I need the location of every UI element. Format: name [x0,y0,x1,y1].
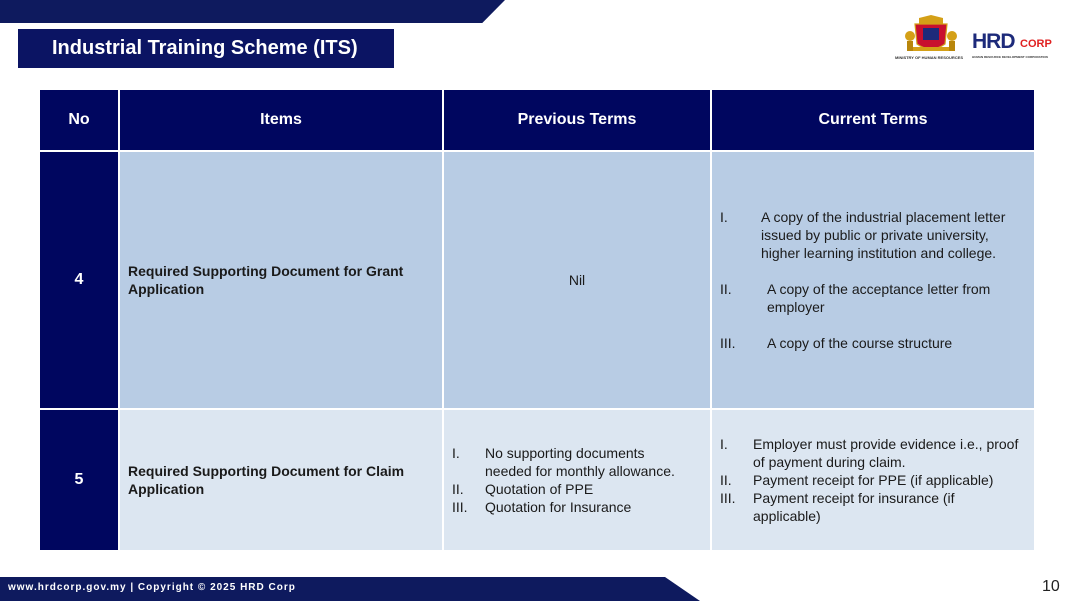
row-previous-terms [443,409,711,551]
list-item [720,471,1026,489]
list-item-text: Quotation for Insurance [485,499,632,515]
row-current-terms [711,151,1035,409]
top-accent-bar [0,0,505,23]
row-item: Required Supporting Document for Grant Application [119,151,443,409]
hrd-logo-text: HRD [972,30,1015,53]
list-item [720,334,1010,352]
footer-copyright: www.hrdcorp.gov.my | Copyright © 2025 HRD Corp [8,582,296,593]
list-item [720,280,1010,316]
list-item-text: A copy of the industrial placement letter issued by public or private university, higher learning institution and college. [761,209,1006,261]
list-item [720,208,1010,262]
list-item-text: Employer must provide evidence i.e., proof of payment during claim. [753,436,1019,470]
header-current-terms: Current Terms [711,89,1035,151]
list-item-text: Payment receipt for insurance (if applicable) [753,490,955,524]
its-terms-table [38,88,1036,552]
list-marker: II. [720,281,732,297]
header-items: Items [119,89,443,151]
row-number: 5 [39,409,119,551]
list-marker: I. [720,209,728,225]
list-item-text: No supporting documents needed for monthly allowance. [485,445,675,479]
list-item-text: A copy of the acceptance letter from employer [767,281,991,315]
list-item-text: Payment receipt for PPE (if applicable) [753,472,994,488]
header-previous-terms: Previous Terms [443,89,711,151]
logo-area [893,14,1063,64]
list-marker: II. [452,481,464,497]
table-row [39,151,1035,409]
list-marker: III. [452,499,468,515]
page-number: 10 [1042,578,1060,595]
list-marker: III. [720,335,736,351]
list-item-text: Quotation of PPE [485,481,594,497]
list-item [720,489,1026,525]
list-marker: I. [452,445,460,461]
ministry-caption: MINISTRY OF HUMAN RESOURCES [895,55,964,60]
row-item: Required Supporting Document for Claim Application [119,409,443,551]
list-marker: III. [720,490,736,506]
hrd-caption: HUMAN RESOURCE DEVELOPMENT CORPORATION [972,55,1048,59]
list-marker: I. [720,436,728,452]
list-item [452,498,690,516]
header-no: No [39,89,119,151]
table-header-row [39,89,1035,151]
table-row [39,409,1035,551]
corp-logo-text: CORP [1020,38,1052,50]
list-item [452,480,690,498]
list-marker: II. [720,472,732,488]
list-item-text: A copy of the course structure [767,335,953,351]
row-previous-terms: Nil [443,151,711,409]
list-item [452,444,690,480]
page-title: Industrial Training Scheme (ITS) [18,29,394,68]
list-item [720,435,1026,471]
row-current-terms [711,409,1035,551]
row-number: 4 [39,151,119,409]
